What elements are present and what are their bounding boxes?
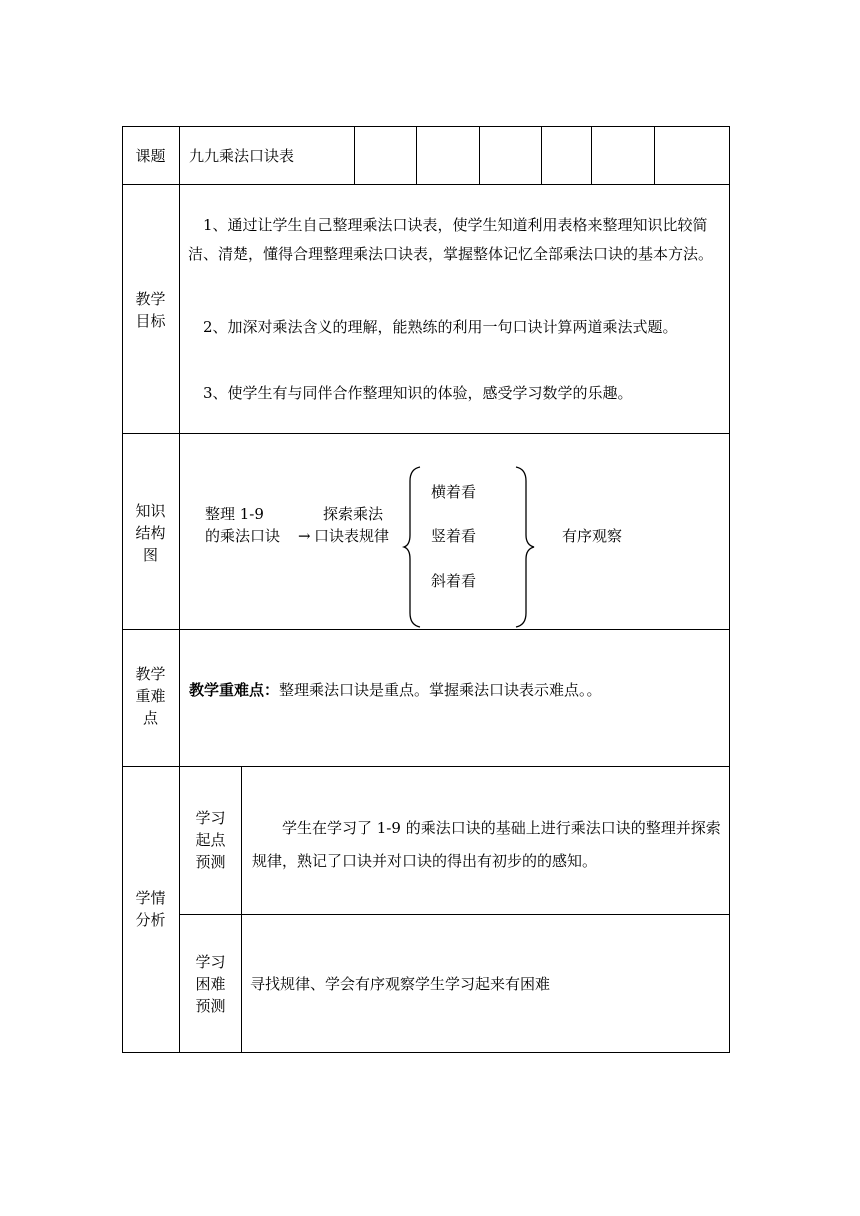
- topic-value: 九九乘法口诀表: [189, 147, 295, 165]
- structure-label: [122, 500, 179, 566]
- objective-item-3: 3、使学生有与同伴合作整理知识的体验，感受学习数学的乐趣。: [203, 384, 633, 402]
- structure-step2-line1: 探索乘法: [323, 505, 384, 523]
- structure-label-line3: 图: [142, 546, 158, 564]
- analysis-sublabel-divider: [241, 766, 242, 1053]
- topic-cell-divider-1: [354, 126, 355, 185]
- difficulty-prediction-label: [180, 951, 241, 1017]
- topic-cell-divider-5: [591, 126, 592, 185]
- keypoints-heading: 教学重难点：: [189, 681, 280, 699]
- row-divider-1: [122, 184, 730, 185]
- structure-branch-diagonal: 斜着看: [431, 572, 477, 590]
- topic-cell-divider-3: [479, 126, 480, 185]
- objectives-label-line1: 教学: [135, 290, 166, 308]
- structure-result: 有序观察: [562, 527, 623, 545]
- topic-cell-divider-2: [416, 126, 417, 185]
- objective-item-1: 1、通过让学生自己整理乘法口诀表，使学生知道利用表格来整理知识比较简洁、清楚，懂得合理整理乘法口诀表，掌握整体记忆全部乘法口诀的基本方法。: [188, 216, 714, 263]
- keypoints-label-line1: 教学: [135, 665, 166, 683]
- table-border-right: [729, 126, 730, 1053]
- row-divider-3: [122, 629, 730, 630]
- structure-arrow: →: [298, 527, 311, 545]
- difficulty-prediction-label-line2: 困难: [195, 975, 226, 993]
- table-border-bottom: [122, 1052, 730, 1053]
- keypoints-label-line3: 点: [142, 709, 158, 727]
- start-prediction-text: 学生在学习了 1-9 的乘法口诀的基础上进行乘法口诀的整理并探索规律，熟记了口诀并对口诀的得出有初步的的感知。: [252, 819, 721, 870]
- topic-cell-divider-6: [654, 126, 655, 185]
- keypoints-label: [122, 663, 179, 729]
- difficulty-prediction-text: 寻找规律、学会有序观察学生学习起来有困难: [250, 975, 551, 993]
- difficulty-prediction-label-line3: 预测: [195, 997, 226, 1015]
- right-brace: [514, 467, 534, 627]
- objective-item-2: 2、加深对乘法含义的理解，能熟练的利用一句口诀计算两道乘法式题。: [203, 318, 678, 336]
- left-brace: [404, 467, 424, 627]
- row-divider-5: [180, 914, 730, 915]
- start-prediction-label-line1: 学习: [195, 809, 226, 827]
- start-prediction-label-line3: 预测: [195, 853, 226, 871]
- start-prediction-label-line2: 起点: [195, 831, 226, 849]
- analysis-label-line2: 分析: [135, 911, 166, 929]
- table-border-top: [122, 126, 730, 127]
- row-divider-4: [122, 766, 730, 767]
- structure-step1-line1: 整理 1-9: [205, 505, 264, 523]
- difficulty-prediction-label-line1: 学习: [195, 953, 226, 971]
- analysis-label-line1: 学情: [135, 889, 166, 907]
- structure-branch-horizontal: 横着看: [431, 483, 477, 501]
- structure-label-line1: 知识: [135, 502, 166, 520]
- topic-cell-divider-4: [541, 126, 542, 185]
- label-column-divider: [179, 126, 180, 1053]
- keypoints-content: [189, 679, 602, 701]
- row-divider-2: [122, 433, 730, 434]
- keypoints-text: 整理乘法口诀是重点。掌握乘法口诀表示难点。。: [279, 681, 602, 699]
- objectives-label: [122, 288, 179, 332]
- structure-step1-line2: 的乘法口诀: [205, 527, 281, 545]
- keypoints-label-line2: 重难: [135, 687, 166, 705]
- topic-label: 课题: [135, 147, 166, 165]
- structure-label-line2: 结构: [135, 524, 166, 542]
- start-prediction-label: [180, 807, 241, 873]
- structure-branch-vertical: 竖着看: [431, 527, 477, 545]
- objectives-label-line2: 目标: [135, 312, 166, 330]
- structure-step2-line2: 口诀表规律: [314, 527, 390, 545]
- analysis-label: [122, 887, 179, 931]
